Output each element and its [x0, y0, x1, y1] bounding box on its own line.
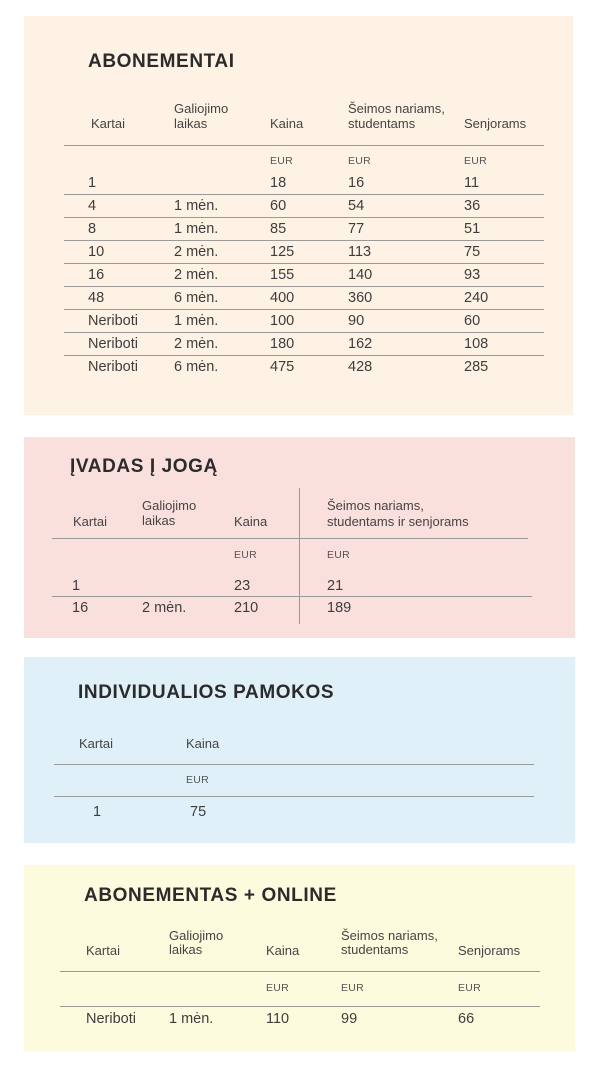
abonementai-card	[24, 16, 573, 415]
unit-kaina: EUR	[186, 774, 210, 786]
ivadas-card	[24, 437, 575, 638]
header-senjorams: Senjorams	[464, 116, 527, 131]
header-senjorams: Senjorams	[458, 943, 521, 958]
table-cell: 54	[348, 198, 365, 214]
unit-rule	[54, 796, 534, 797]
table-cell: 1	[88, 175, 97, 191]
header-seimos-line1: Šeimos nariams,	[327, 498, 424, 513]
table-cell: 2 mėn.	[174, 244, 219, 260]
table-cell: 2 mėn.	[174, 267, 219, 283]
row-rule	[52, 596, 532, 597]
abonementai-title: ABONEMENTAI	[88, 51, 235, 72]
table-cell: 2 mėn.	[174, 336, 219, 352]
table-cell: 8	[88, 221, 97, 237]
header-galiojimo-line2: laikas	[169, 942, 203, 957]
table-cell: 400	[270, 290, 295, 306]
table-cell: 100	[270, 313, 295, 329]
header-kaina: Kaina	[234, 514, 268, 529]
header-kartai: Kartai	[86, 943, 120, 958]
row-rule	[64, 355, 544, 356]
table-cell: 1	[93, 804, 102, 820]
table-cell: 108	[464, 336, 489, 352]
table-cell: 6 mėn.	[174, 359, 219, 375]
header-kaina: Kaina	[266, 943, 300, 958]
unit-kaina: EUR	[234, 549, 258, 561]
table-cell: 11	[464, 175, 480, 191]
column-divider	[299, 488, 300, 624]
header-galiojimo-line1: Galiojimo	[142, 498, 197, 513]
table-cell: 475	[270, 359, 295, 375]
header-seimos-line2: studentams	[348, 116, 416, 131]
header-kartai: Kartai	[79, 736, 113, 751]
row-rule	[64, 309, 544, 310]
table-cell: 240	[464, 290, 489, 306]
table-cell: 1 mėn.	[169, 1011, 214, 1027]
table-cell: 18	[270, 175, 287, 191]
header-galiojimo-line2: laikas	[174, 116, 208, 131]
table-cell: 189	[327, 600, 352, 616]
table-cell: 162	[348, 336, 373, 352]
row-rule	[64, 217, 544, 218]
table-cell: 51	[464, 221, 481, 237]
header-rule	[52, 538, 528, 539]
table-cell: 77	[348, 221, 365, 237]
header-seimos-line2: studentams	[341, 942, 409, 957]
table-cell: 140	[348, 267, 373, 283]
table-cell: 1 mėn.	[174, 313, 219, 329]
header-kaina: Kaina	[186, 736, 220, 751]
table-cell: 75	[464, 244, 481, 260]
header-galiojimo-line1: Galiojimo	[174, 101, 229, 116]
unit-rule	[60, 1006, 540, 1007]
table-cell: Neriboti	[88, 336, 138, 352]
table-cell: 90	[348, 313, 365, 329]
online-card	[24, 865, 575, 1051]
table-cell: Neriboti	[86, 1011, 136, 1027]
header-kartai: Kartai	[73, 514, 107, 529]
header-rule	[64, 145, 544, 146]
header-seimos-line1: Šeimos nariams,	[341, 928, 438, 943]
table-cell: 75	[190, 804, 207, 820]
table-cell: 428	[348, 359, 373, 375]
table-cell: 99	[341, 1011, 358, 1027]
table-cell: 155	[270, 267, 295, 283]
table-cell: 60	[464, 313, 481, 329]
row-rule	[64, 194, 544, 195]
header-kartai: Kartai	[91, 116, 125, 131]
table-cell: 16	[72, 600, 89, 616]
table-cell: 113	[348, 244, 372, 260]
individualios-card	[24, 657, 575, 843]
table-cell: 16	[348, 175, 365, 191]
table-cell: 1	[72, 578, 81, 594]
table-cell: 48	[88, 290, 105, 306]
table-cell: 21	[327, 578, 344, 594]
header-rule	[60, 971, 540, 972]
table-cell: 210	[234, 600, 259, 616]
online-title: ABONEMENTAS + ONLINE	[84, 885, 337, 906]
unit-senjorams: EUR	[458, 982, 482, 994]
individualios-title: INDIVIDUALIOS PAMOKOS	[78, 682, 335, 703]
header-kaina: Kaina	[270, 116, 304, 131]
unit-seimos: EUR	[327, 549, 351, 561]
table-cell: 2 mėn.	[142, 600, 187, 616]
table-cell: 110	[266, 1011, 290, 1027]
unit-seimos: EUR	[341, 982, 365, 994]
table-cell: 85	[270, 221, 287, 237]
table-cell: Neriboti	[88, 359, 138, 375]
table-cell: 4	[88, 198, 97, 214]
header-galiojimo-line2: laikas	[142, 513, 176, 528]
unit-kaina: EUR	[270, 155, 294, 167]
table-cell: 16	[88, 267, 105, 283]
row-rule	[64, 286, 544, 287]
ivadas-title: ĮVADAS Į JOGĄ	[70, 456, 218, 477]
table-cell: 180	[270, 336, 295, 352]
table-cell: 36	[464, 198, 481, 214]
table-cell: 10	[88, 244, 105, 260]
header-rule	[54, 764, 534, 765]
table-cell: 6 mėn.	[174, 290, 219, 306]
table-cell: 1 mėn.	[174, 198, 219, 214]
unit-senjorams: EUR	[464, 155, 488, 167]
table-cell: 93	[464, 267, 481, 283]
header-seimos-line2: studentams ir senjorams	[327, 514, 469, 529]
unit-seimos: EUR	[348, 155, 372, 167]
row-rule	[64, 332, 544, 333]
table-cell: 360	[348, 290, 373, 306]
header-seimos-line1: Šeimos nariams,	[348, 101, 445, 116]
table-cell: 285	[464, 359, 489, 375]
header-galiojimo-line1: Galiojimo	[169, 928, 224, 943]
row-rule	[64, 240, 544, 241]
unit-kaina: EUR	[266, 982, 290, 994]
table-cell: 1 mėn.	[174, 221, 219, 237]
table-cell: 60	[270, 198, 287, 214]
table-cell: 125	[270, 244, 295, 260]
row-rule	[64, 263, 544, 264]
table-cell: 66	[458, 1011, 475, 1027]
table-cell: Neriboti	[88, 313, 138, 329]
table-cell: 23	[234, 578, 251, 594]
